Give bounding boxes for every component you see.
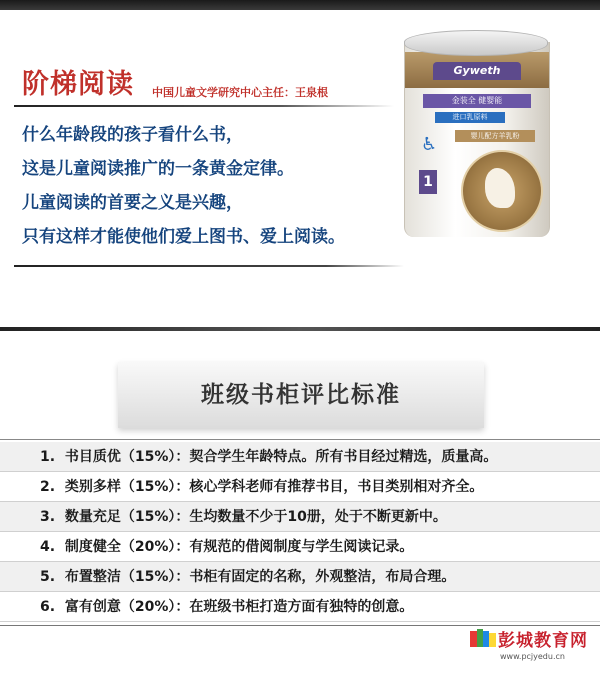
- quote-block: [22, 122, 345, 258]
- criteria-item: [0, 562, 600, 592]
- product-tag: 金装全 健婴能: [423, 94, 531, 108]
- criteria-item: [0, 592, 600, 622]
- criteria-text: 类别多样（15%）：核心学科老师有推荐书目，书目类别相对齐全。: [64, 479, 484, 495]
- criteria-number: 4.: [40, 539, 56, 555]
- quote-line: 只有这样才能使他们爱上图书、爱上阅读。: [22, 227, 345, 247]
- product-stage: 1: [419, 170, 437, 194]
- goat-logo-icon: [461, 150, 543, 232]
- criteria-text: 书目质优（15%）：契合学生年龄特点。所有书目经过精选，质量高。: [64, 449, 498, 465]
- criteria-text: 制度健全（20%）：有规范的借阅制度与学生阅读记录。: [64, 539, 414, 555]
- section-divider: [0, 327, 600, 331]
- product-brand: Gyweth: [433, 62, 521, 80]
- criteria-item: [0, 442, 600, 472]
- criteria-text: 布置整洁（15%）：书柜有固定的名称，外观整洁，布局合理。: [64, 569, 456, 585]
- title-divider: [14, 105, 394, 107]
- watermark-logo: [470, 626, 598, 670]
- criteria-item: [0, 472, 600, 502]
- criteria-list: [0, 442, 600, 622]
- book-logo-icon: [470, 628, 496, 650]
- product-name: 婴儿配方羊乳粉: [455, 130, 535, 142]
- can-body: [404, 42, 550, 237]
- quote-line: 这是儿童阅读推广的一条黄金定律。: [22, 159, 294, 179]
- quote-divider: [14, 265, 404, 267]
- watermark-url: www.pcjyedu.cn: [500, 652, 565, 661]
- running-figure-icon: ♿︎: [421, 134, 438, 155]
- banner-title: 班级书柜评比标准: [201, 382, 401, 408]
- can-lid: [404, 30, 548, 56]
- section-subtitle: 中国儿童文学研究中心主任：王泉根: [152, 86, 328, 99]
- top-bar: [0, 0, 600, 10]
- product-tag-secondary: 进口乳原料: [435, 112, 505, 123]
- watermark-title: 彭城教育网: [498, 631, 588, 651]
- criteria-number: 6.: [40, 599, 56, 615]
- criteria-top-divider: [0, 439, 600, 440]
- criteria-number: 1.: [40, 449, 56, 465]
- criteria-item: [0, 532, 600, 562]
- quote-line: 什么年龄段的孩子看什么书，: [22, 125, 243, 145]
- criteria-text: 富有创意（20%）：在班级书柜打造方面有独特的创意。: [64, 599, 414, 615]
- section-title: 阶梯阅读: [22, 69, 134, 100]
- criteria-number: 2.: [40, 479, 56, 495]
- banner: [118, 362, 484, 428]
- criteria-item: [0, 502, 600, 532]
- criteria-number: 5.: [40, 569, 56, 585]
- criteria-text: 数量充足（15%）：生均数量不少于10册，处于不断更新中。: [64, 509, 447, 525]
- quote-line: 儿童阅读的首要之义是兴趣，: [22, 193, 243, 213]
- product-can-image: [400, 30, 560, 245]
- criteria-number: 3.: [40, 509, 56, 525]
